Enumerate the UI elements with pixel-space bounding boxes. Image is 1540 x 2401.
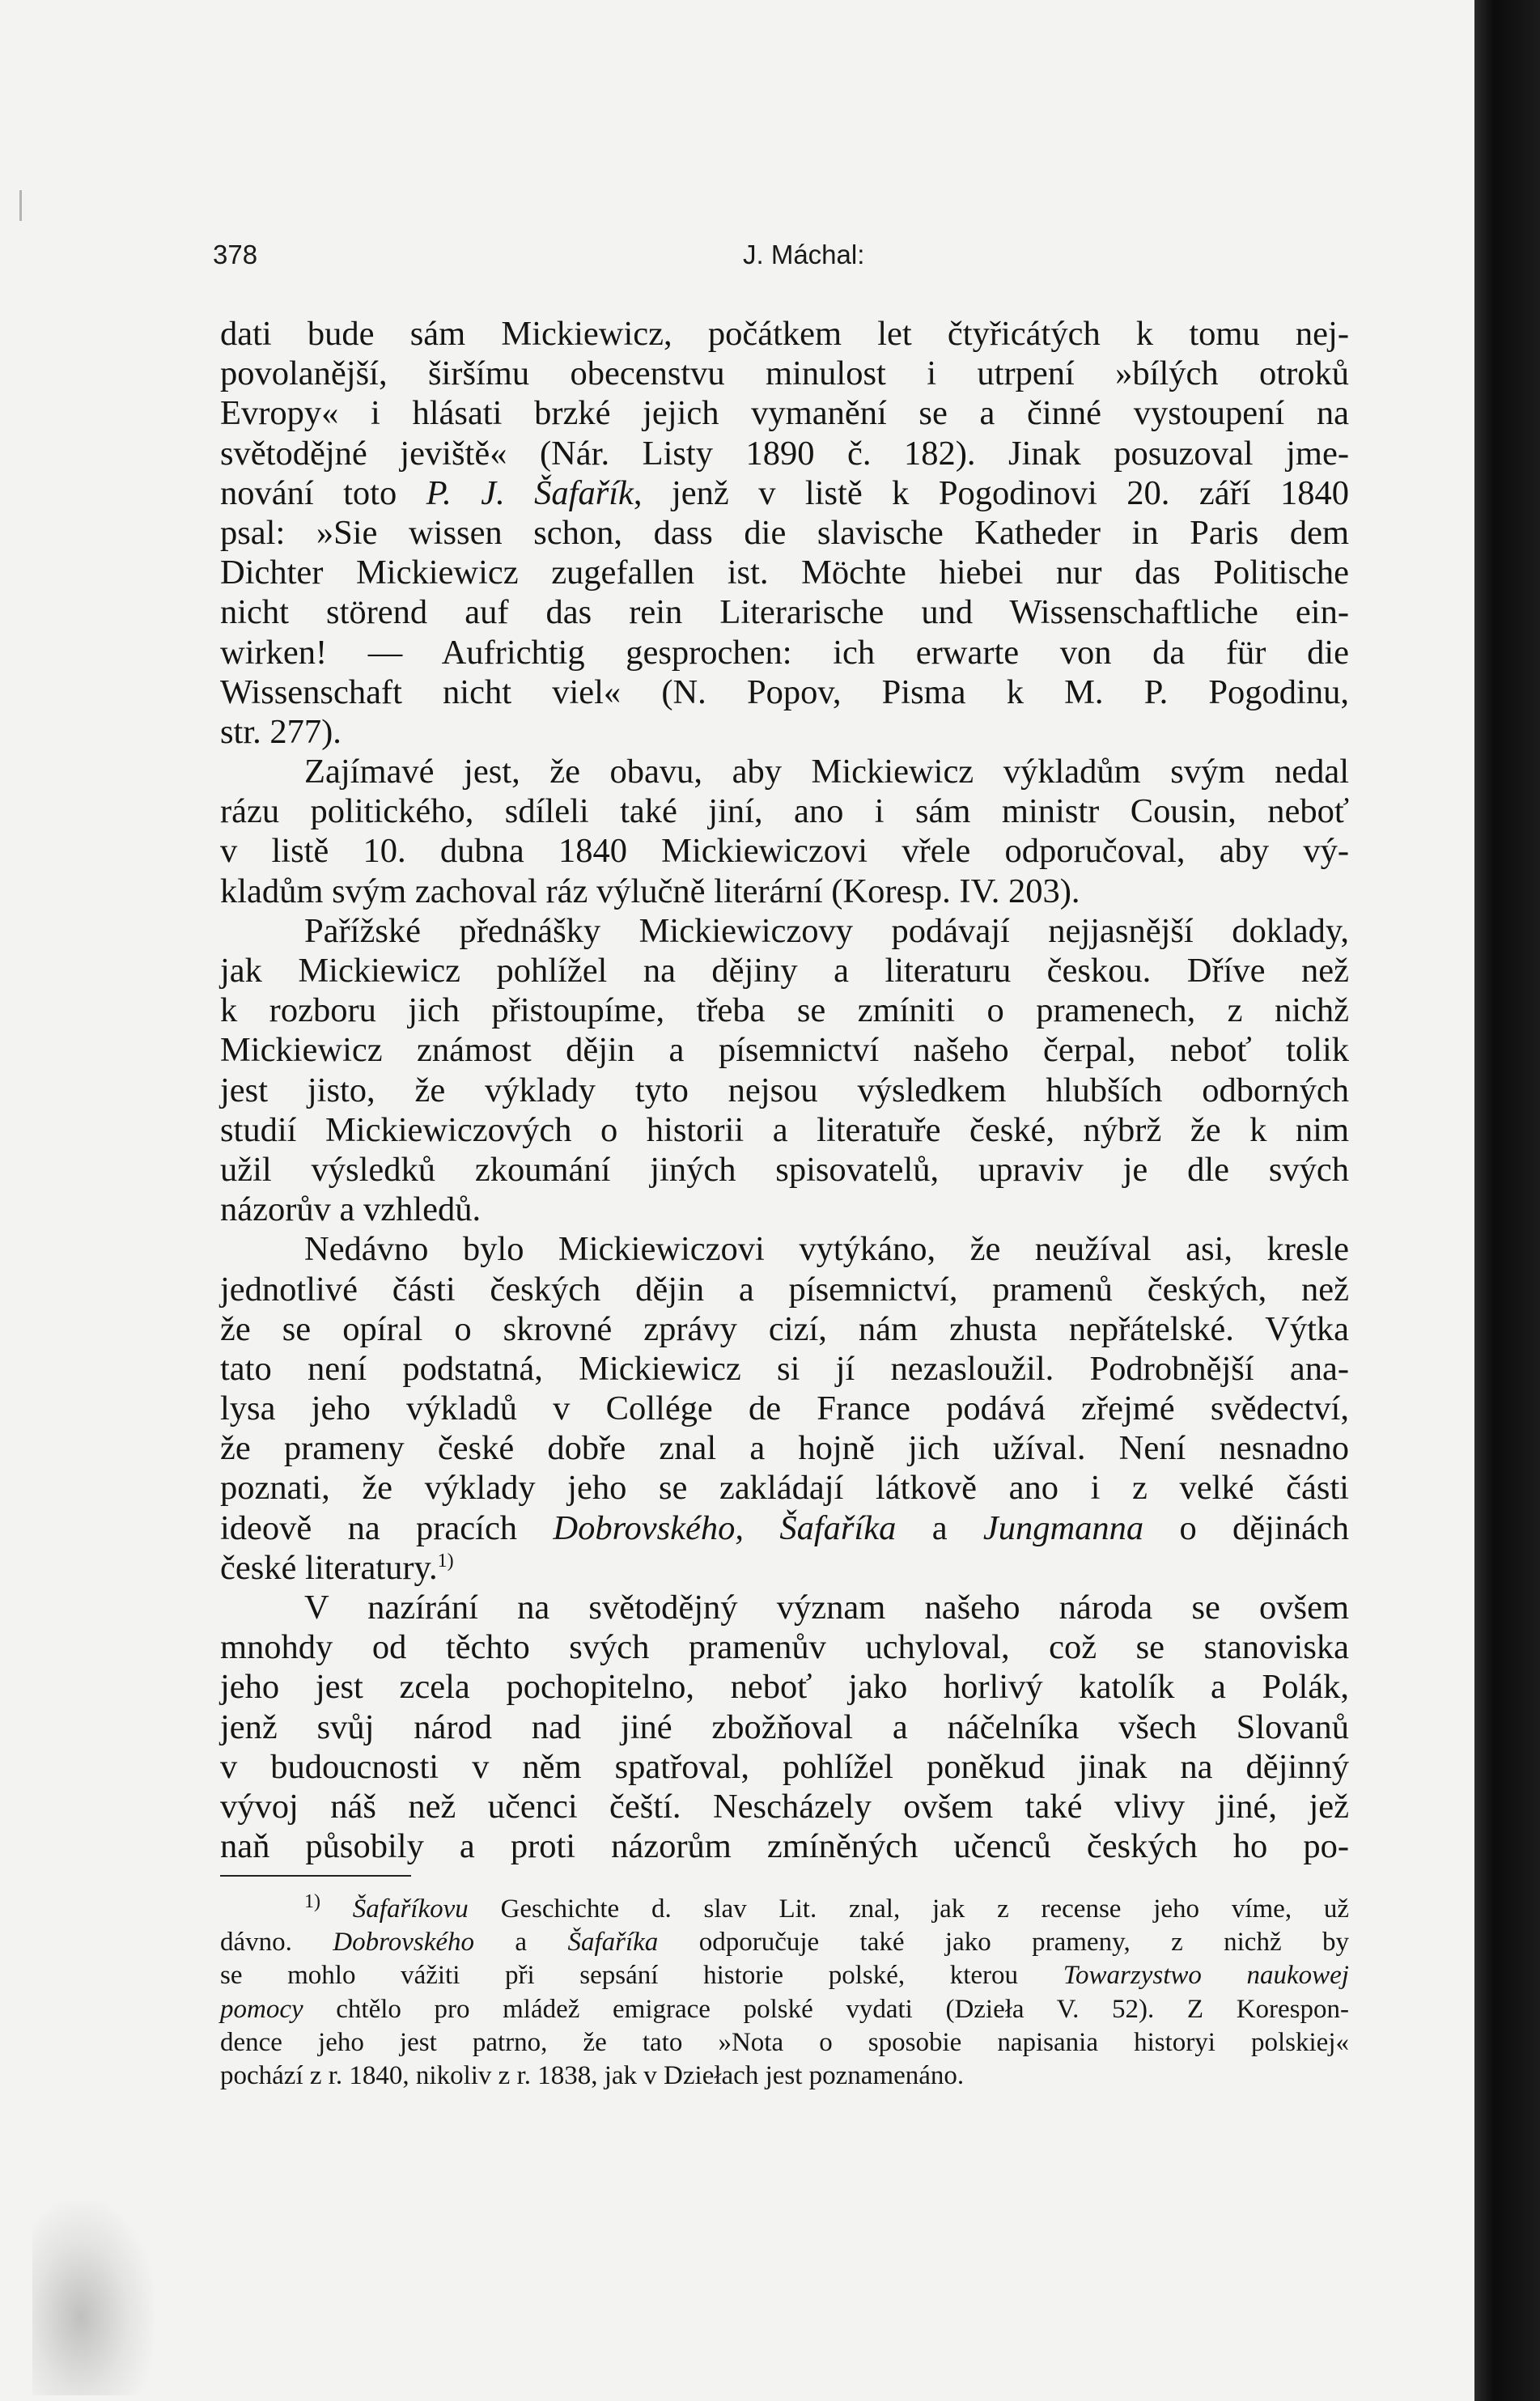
text-line: Mickiewicz známost dějin a písemnictví našeho čerpal, neboť tolik [220,1031,1349,1070]
page-number: 378 [213,240,258,269]
text-line: lysa jeho výkladů v Collége de France podává zřejmé svědectví, [220,1389,1349,1428]
paragraph-start: Nedávno bylo Mickiewiczovi vytýkáno, že neužíval asi, kresle [304,1230,1349,1269]
author-name: Šafaříka [779,1508,897,1547]
footnote-reference: 1) [437,1550,454,1572]
text-line: poznati, že výklady jeho se zakládají látkově ano i z velké části [220,1469,1349,1508]
footnote-line: pochází z r. 1840, nikoliv z r. 1838, jak v Dziełach jest poznamenáno. [220,2060,965,2090]
page-smudge [32,2201,154,2395]
text-line: Wissenschaft nicht viel« (N. Popov, Pisma k M. P. Pogodinu, [220,672,1349,711]
paragraph-start: Zajímavé jest, že obavu, aby Mickiewicz výkladům svým nedal [304,753,1349,791]
paragraph-start: V nazírání na světodějný význam našeho národa se ovšem [304,1589,1349,1627]
author-name: Jungmanna [982,1508,1144,1547]
footnote-line: se mohlo vážiti při sepsání historie polské, kterou Towarzystwo naukowej [220,1961,1349,1991]
running-head: J. Máchal: [743,240,865,269]
text-line: v listě 10. dubna 1840 Mickiewiczovi vřele odporučoval, aby vý- [220,832,1349,871]
paragraph-start: Pařížské přednášky Mickiewiczovy podávají nejjasnější doklady, [304,911,1349,950]
text-line: k rozboru jich přistoupíme, třeba se zmíniti o pramenech, z nichž [220,991,1349,1030]
text-line: Dichter Mickiewicz zugefallen ist. Möchte hiebei nur das Politische [220,554,1349,592]
text-line: povolanější, širšímu obecenstvu minulost i utrpení »bílých otroků [220,354,1349,393]
text-line: české literatury.$^{1)}$ [220,1548,454,1587]
text-line: že se opíral o skrovné zprávy cizí, nám zhusta nepřátelské. Výtka [220,1309,1349,1348]
author-name: P. J. Šafařík [426,473,634,512]
text-line: kladům svým zachoval ráz výlučně literární (Koresp. IV. 203). [220,872,1080,910]
footnote-line: dence jeho jest patrno, že tato »Nota o sposobie napisania historyi polskiej« [220,2027,1349,2057]
margin-mark [19,190,22,221]
text-line: jednotlivé části českých dějin a písemnictví, pramenů českých, než [220,1270,1349,1309]
text-line: jak Mickiewicz pohlížel na dějiny a literaturu českou. Dříve než [220,952,1349,990]
text-line: wirken! — Aufrichtig gesprochen: ich erwarte von da für die [220,633,1349,672]
text-line: tato není podstatná, Mickiewicz si jí nezasloužil. Podrobnější ana- [220,1349,1349,1388]
text-line: psal: »Sie wissen schon, dass die slavische Katheder in Paris dem [220,513,1349,552]
text-line: studií Mickiewiczových o historii a literatuře české, nýbrž že k nim [220,1110,1349,1149]
text-line: str. 277). [220,712,342,751]
footnote-divider [220,1875,411,1877]
text-line: rázu politického, sdíleli také jiní, ano i sám ministr Cousin, neboť [220,792,1349,831]
text-line: užil výsledků zkoumání jiných spisovatelů, upraviv je dle svých [220,1150,1349,1189]
text-line: Evropy« i hlásati brzké jejich vymanění se a činné vystoupení na [220,394,1349,433]
footnotes [220,1893,1349,2093]
body-text [220,314,1349,1866]
scan-edge [1474,0,1540,2401]
footnote-marker: 1) [304,1891,320,1912]
text-line: názorův a vzhledů. [220,1190,482,1229]
author-name: Dobrovského, [553,1508,745,1547]
text-line: světodějné jeviště« (Nár. Listy 1890 č. 182). Jinak posuzoval jme- [220,434,1349,473]
text-line: vývoj náš než učenci čeští. Nescházely ovšem také vlivy jiné, jež [220,1787,1349,1826]
footnote-line: dávno. Dobrovského a Šafaříka odporučuje také jako prameny, z nichž by [220,1928,1349,1958]
text-line: jeho jest zcela pochopitelno, neboť jako horlivý katolík a Polák, [220,1668,1349,1707]
text-line: že prameny české dobře znal a hojně jich užíval. Není nesnadno [220,1429,1349,1468]
text-line: v budoucnosti v něm spatřoval, pohlížel poněkud jinak na dějinný [220,1747,1349,1786]
text-line: naň působily a proti názorům zmíněných učenců českých ho po- [220,1827,1349,1866]
page-header [213,240,1346,280]
text-line: jenž svůj národ nad jiné zbožňoval a náčelníka všech Slovanů [220,1707,1349,1746]
text-line: nování toto P. J. Šafařík, jenž v listě k Pogodinovi 20. září 1840 [220,473,1349,512]
footnote-line: pomocy chtělo pro mládež emigrace polské vydati (Dzieła V. 52). Z Korespon- [220,1994,1349,2024]
text-line: jest jisto, že výklady tyto nejsou výsledkem hlubších odborných [220,1071,1349,1109]
text-line: dati bude sám Mickiewicz, počátkem let čtyřicátých k tomu nej- [220,315,1349,353]
text-line: ideově na pracích Dobrovského, Šafaříka a Jungmanna o dějinách [220,1508,1350,1547]
footnote-line: $^{1)}$ Šafaříkovu Geschichte d. slav Lit. znal, jak z recense jeho víme, už [304,1891,1350,1924]
text-line: nicht störend auf das rein Literarische und Wissenschaftliche ein- [220,593,1349,632]
text-line: mnohdy od těchto svých pramenův uchyloval, což se stanoviska [220,1628,1349,1667]
